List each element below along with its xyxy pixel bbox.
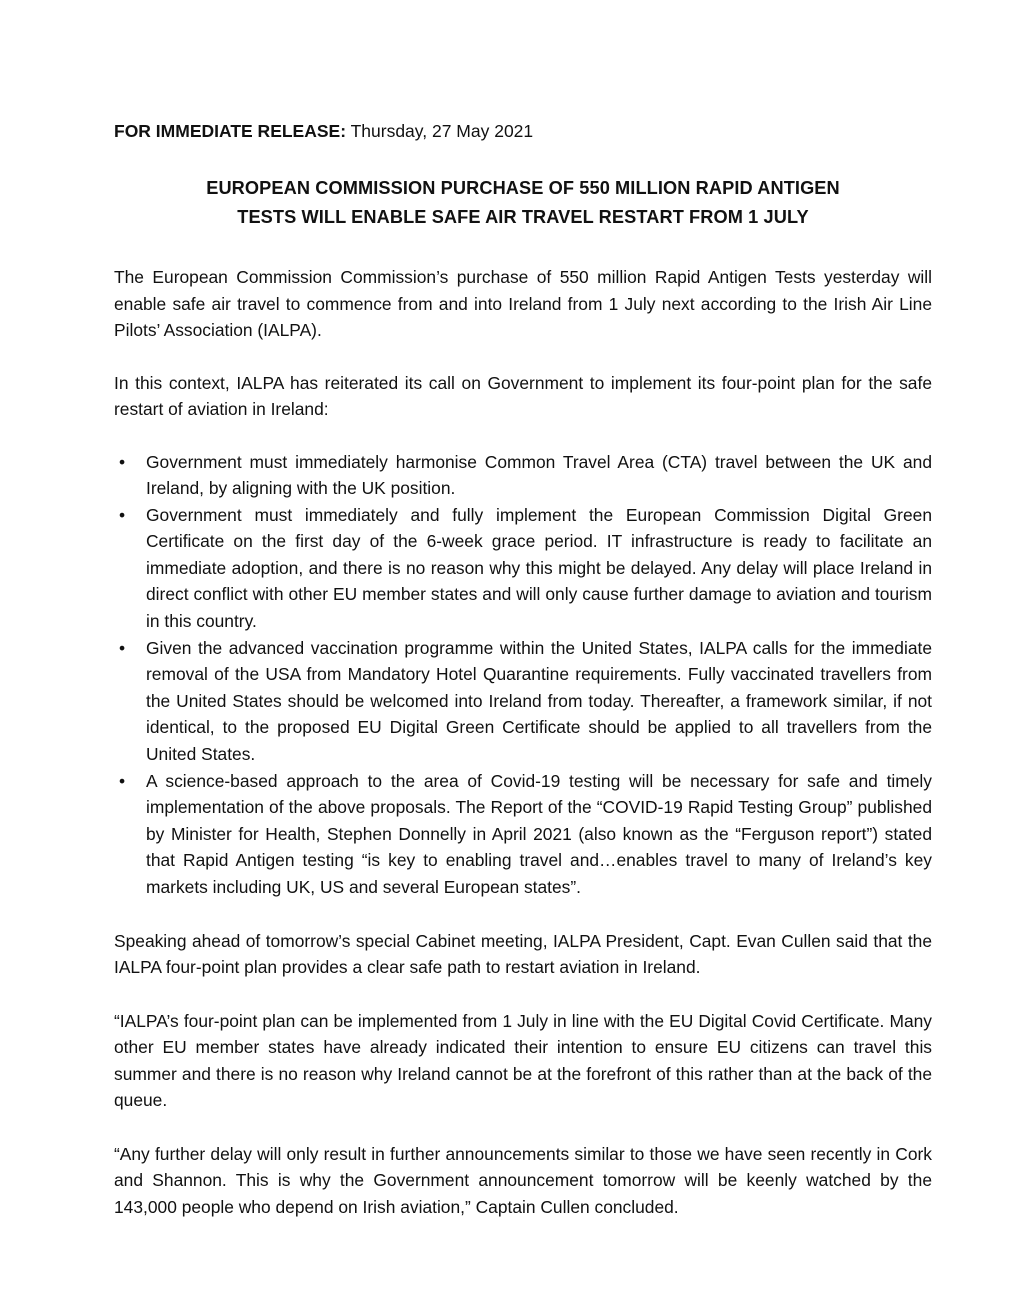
release-date: Thursday, 27 May 2021 bbox=[346, 121, 534, 141]
intro-paragraph: The European Commission Commission’s purchase of 550 million Rapid Antigen Tests yesterday will enable safe air travel to commence from and into Ireland from 1 July next according to the Irish Air Line Pilots’ Association (IALPA). bbox=[114, 267, 932, 340]
headline bbox=[114, 174, 932, 232]
headline-line-2: TESTS WILL ENABLE SAFE AIR TRAVEL RESTART FROM 1 JULY bbox=[237, 207, 809, 227]
press-release-page bbox=[114, 118, 932, 1220]
four-point-plan-list bbox=[114, 449, 932, 901]
quote-paragraph-1: “IALPA’s four-point plan can be implemented from 1 July in line with the EU Digital Covid Certificate. Many other EU member states have already indicated their intention to ensure EU citizens can travel this summer and there is no reason why Ireland cannot be at the forefront of this rather than at the back of the queue. bbox=[114, 1010, 932, 1111]
plan-item-digital-green-certificate bbox=[114, 502, 932, 635]
quote-paragraph-2: “Any further delay will only result in further announcements similar to those we have seen recently in Cork and Shannon. This is why the Government announcement tomorrow will be keenly watched by the 143,000 people who depend on Irish aviation,” Captain Cullen concluded. bbox=[114, 1143, 932, 1217]
plan-item-text: Government must immediately harmonise Common Travel Area (CTA) travel between the UK and Ireland, by aligning with the UK position. bbox=[146, 451, 932, 499]
release-label: FOR IMMEDIATE RELEASE: bbox=[114, 121, 347, 141]
bullet-icon: • bbox=[118, 637, 126, 658]
speaking-paragraph: Speaking ahead of tomorrow’s special Cabinet meeting, IALPA President, Capt. Evan Cullen said that the IALPA four-point plan provides a clear safe path to restart aviation in Ireland. bbox=[114, 930, 932, 978]
plan-item-text: Government must immediately and fully implement the European Commission Digital Green Certificate on the first day of the 6-week grace period. IT infrastructure is ready to facilitate an immediate adoption, and there is no reason why this might be delayed. Any delay will place Ireland in direct conflict with other EU member states and will only cause further damage to aviation and tourism in this country. bbox=[146, 504, 932, 632]
plan-item-text: Given the advanced vaccination programme within the United States, IALPA calls for the immediate removal of the USA from Mandatory Hotel Quarantine requirements. Fully vaccinated travellers from the United States should be welcomed into Ireland from today. Thereafter, a framework similar, if not identical, to the proposed EU Digital Green Certificate should be applied to all travellers from the United States. bbox=[146, 637, 932, 765]
release-line bbox=[114, 118, 932, 144]
bullet-icon: • bbox=[118, 451, 126, 472]
headline-line-1: EUROPEAN COMMISSION PURCHASE OF 550 MILLION RAPID ANTIGEN bbox=[206, 178, 840, 198]
plan-item-cta bbox=[114, 449, 932, 502]
plan-item-covid-testing bbox=[114, 768, 932, 901]
plan-item-usa-quarantine bbox=[114, 635, 932, 768]
bullet-icon: • bbox=[118, 504, 126, 525]
plan-item-text: A science-based approach to the area of Covid-19 testing will be necessary for safe and timely implementation of the above proposals. The Report of the “COVID-19 Rapid Testing Group” published by Minister for Health, Stephen Donnelly in April 2021 (also known as the “Ferguson report”) stated that Rapid Antigen testing “is key to enabling travel and…enables travel to many of Ireland’s key markets including UK, US and several European states”. bbox=[146, 770, 932, 897]
bullet-icon: • bbox=[118, 770, 126, 791]
context-paragraph: In this context, IALPA has reiterated its call on Government to implement its four-point plan for the safe restart of aviation in Ireland: bbox=[114, 372, 932, 419]
